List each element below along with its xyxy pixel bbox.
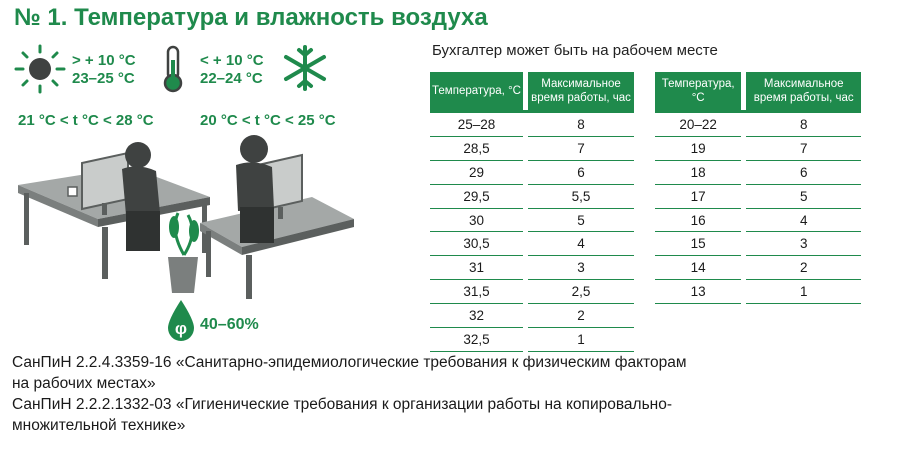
footer-line: СанПиН 2.2.4.3359-16 «Санитарно-эпидемиологические требования к физическим факторам (12, 354, 687, 371)
table-row (430, 256, 634, 280)
snowflake-icon (280, 44, 330, 92)
footer-line: на рабочих местах» (12, 375, 156, 392)
thermometer-icon (160, 44, 186, 94)
hours-cell: 5 (528, 208, 634, 232)
table-row (430, 232, 634, 256)
table-row (655, 280, 861, 304)
header-time: Максимальное время работы, час (528, 72, 634, 112)
table-row (655, 184, 861, 208)
temperature-cell: 15 (655, 232, 741, 256)
table-row (430, 208, 634, 232)
temperature-cell: 30 (430, 208, 523, 232)
office-illustration (10, 135, 360, 315)
table-cold (655, 72, 861, 304)
hours-cell: 2,5 (528, 280, 634, 304)
temperature-cell: 20–22 (655, 112, 741, 137)
table-row (655, 208, 861, 232)
table-row (430, 280, 634, 304)
table-row (430, 112, 634, 137)
temperature-cell: 31,5 (430, 280, 523, 304)
header-temp: Температура, °С (655, 72, 741, 112)
range-left: 21 °С < t °С < 28 °С (18, 112, 154, 129)
table-row (430, 328, 634, 352)
temperature-cell: 31 (430, 256, 523, 280)
hours-cell: 2 (528, 304, 634, 328)
range-right: 20 °С < t °С < 25 °С (200, 112, 336, 129)
sun-icon (12, 44, 68, 94)
table-warm (430, 72, 634, 352)
table-row (655, 256, 861, 280)
table-row (655, 160, 861, 184)
table-row (430, 304, 634, 328)
hours-cell: 1 (528, 328, 634, 352)
table-row (430, 136, 634, 160)
page-title: № 1. Температура и влажность воздуха (14, 4, 488, 31)
hours-cell: 4 (746, 208, 861, 232)
temperature-cell: 19 (655, 136, 741, 160)
hours-cell: 3 (528, 256, 634, 280)
humidity-symbol: φ (174, 319, 188, 338)
footer-references (12, 352, 686, 436)
temperature-cell: 29 (430, 160, 523, 184)
header-temp: Температура, °С (430, 72, 523, 112)
hours-cell: 3 (746, 232, 861, 256)
footer-line: множительной технике» (12, 417, 186, 434)
table-caption: Бухгалтер может быть на рабочем месте (432, 42, 718, 59)
temperature-cell: 16 (655, 208, 741, 232)
temperature-cell: 32,5 (430, 328, 523, 352)
hours-cell: 5 (746, 184, 861, 208)
table-row (430, 160, 634, 184)
temperature-cell: 32 (430, 304, 523, 328)
hours-cell: 7 (528, 136, 634, 160)
header-time: Максимальное время работы, час (746, 72, 861, 112)
hours-cell: 6 (528, 160, 634, 184)
temperature-cell: 14 (655, 256, 741, 280)
hours-cell: 1 (746, 280, 861, 304)
temperature-cell: 28,5 (430, 136, 523, 160)
temperature-cell: 13 (655, 280, 741, 304)
footer-line: СанПиН 2.2.2.1332-03 «Гигиенические требования к организации работы на копировально- (12, 396, 672, 413)
hours-cell: 8 (528, 112, 634, 137)
warm-condition: > + 10 °С 23–25 °С (72, 52, 136, 87)
humidity-drop-icon (166, 298, 196, 342)
table-row (430, 184, 634, 208)
temperature-cell: 29,5 (430, 184, 523, 208)
hours-cell: 7 (746, 136, 861, 160)
hours-cell: 4 (528, 232, 634, 256)
temperature-cell: 18 (655, 160, 741, 184)
hours-cell: 2 (746, 256, 861, 280)
cold-condition: < + 10 °С 22–24 °С (200, 52, 264, 87)
temperature-cell: 30,5 (430, 232, 523, 256)
table-row (655, 112, 861, 137)
table-row (655, 232, 861, 256)
temperature-cell: 25–28 (430, 112, 523, 137)
hours-cell: 8 (746, 112, 861, 137)
humidity-value: 40–60% (200, 316, 259, 333)
table-row (655, 136, 861, 160)
temperature-cell: 17 (655, 184, 741, 208)
hours-cell: 6 (746, 160, 861, 184)
hours-cell: 5,5 (528, 184, 634, 208)
